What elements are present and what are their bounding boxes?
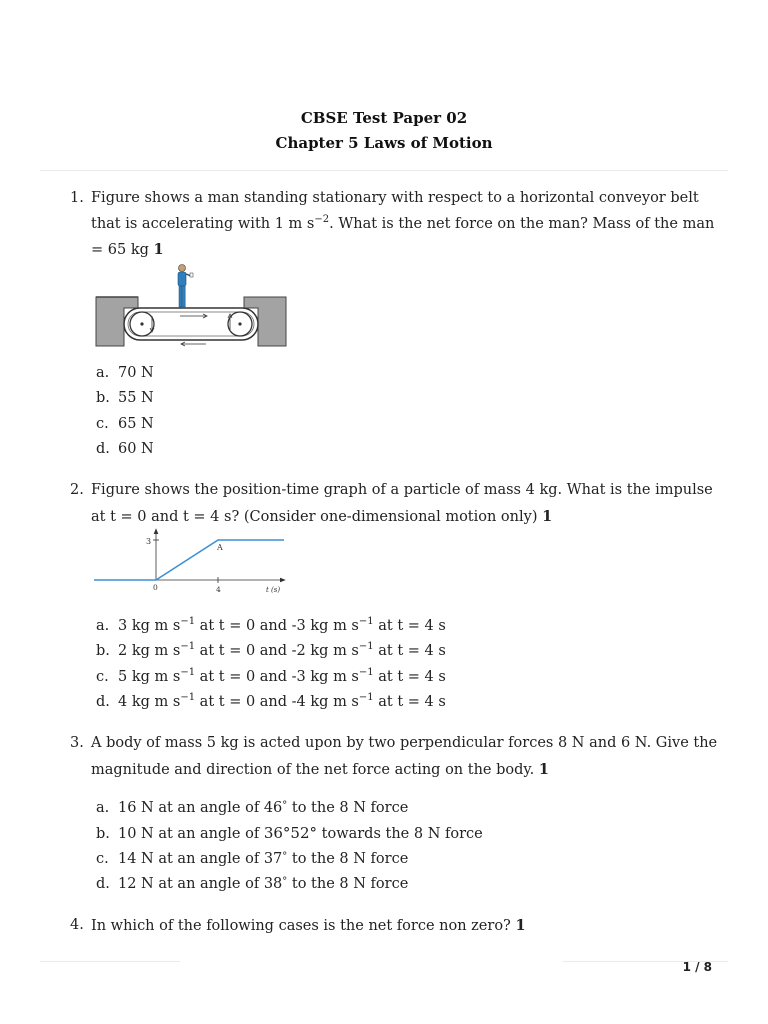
- position-curve: [94, 540, 284, 580]
- option-c[interactable]: c. 5 kg m $s^{-1}$ at t = 0 and -3 kg m $s^{-1}$ at t = 4 s: [96, 666, 446, 685]
- option-b[interactable]: b. 2 kg m $s^{-1}$ at t = 0 and -2 kg m $s^{-1}$ at t = 4 s: [96, 641, 446, 660]
- question-text: A body of mass 5 kg is acted upon by two perpendicular forces 8 N and 6 N. Give the magnitude and direction of the net force acting on the body. 1: [91, 735, 718, 778]
- question-2: [70, 478, 730, 530]
- chapter-title: Chapter 5 Laws of Motion: [275, 134, 493, 152]
- question-1: [70, 186, 730, 264]
- conveyor-belt-figure: [94, 262, 290, 352]
- y-tick-label: 3: [146, 537, 152, 546]
- options-q3: [96, 796, 483, 897]
- question-text: Figure shows the position-time graph of a particle of mass 4 kg. What is the impulse at t = 0 and t = 4 s? (Consider one-dimensional motion only) 1: [91, 482, 713, 525]
- option-b[interactable]: b. 55 N: [96, 390, 154, 407]
- option-c[interactable]: c. 65 N: [96, 415, 154, 432]
- origin-label: 0: [153, 583, 158, 592]
- x-tick-label: 4: [216, 585, 221, 594]
- question-number: 1.: [70, 190, 84, 206]
- question-marks: 1: [153, 241, 164, 258]
- question-3: [70, 731, 730, 783]
- options-q1: [96, 361, 154, 462]
- footer-divider-left: [40, 961, 180, 962]
- question-number: 2.: [70, 482, 84, 498]
- paper-title: CBSE Test Paper 02: [300, 109, 468, 127]
- option-d[interactable]: d. 4 kg m $s^{-1}$ at t = 0 and -4 kg m $s^{-1}$ at t = 4 s: [96, 691, 446, 710]
- option-a[interactable]: a. 16 N at an angle of 46° to the 8 N force: [96, 800, 409, 816]
- option-c[interactable]: c. 14 N at an angle of 37° to the 8 N force: [96, 850, 409, 867]
- question-marks: 1: [515, 917, 526, 934]
- title-block: [0, 106, 768, 156]
- question-text: Figure shows a man standing stationary with respect to a horizontal conveyor belt that is accelerating with 1 m $s^{-2}$. What is the net force on the man? Mass of the man = 65 kg 1: [91, 190, 715, 258]
- option-a[interactable]: a. 70 N: [96, 365, 154, 381]
- page-number: 1 / 8: [682, 960, 712, 974]
- position-time-graph: [94, 528, 290, 598]
- question-marks: 1: [538, 760, 549, 778]
- option-d[interactable]: d. 60 N: [96, 440, 154, 457]
- question-marks: 1: [542, 507, 553, 525]
- point-a-label: A: [217, 543, 223, 552]
- question-text: In which of the following cases is the net force non zero? 1: [91, 917, 526, 934]
- x-axis-label: t (s): [266, 586, 281, 594]
- top-divider: [40, 170, 728, 171]
- question-number: 3.: [70, 735, 84, 751]
- angle-math: 36°52°: [263, 824, 318, 843]
- question-4: [70, 913, 730, 940]
- question-number: 4.: [70, 917, 84, 933]
- option-a[interactable]: a. 3 kg m $s^{-1}$ at t = 0 and -3 kg m $s^{-1}$ at t = 4 s: [96, 616, 446, 634]
- option-d[interactable]: d. 12 N at an angle of 38° to the 8 N force: [96, 875, 409, 892]
- options-q2: [96, 614, 446, 715]
- option-b[interactable]: b. 10 N at an angle of 36°52° towards the 8 N force: [96, 824, 483, 843]
- man-figure: [178, 265, 193, 308]
